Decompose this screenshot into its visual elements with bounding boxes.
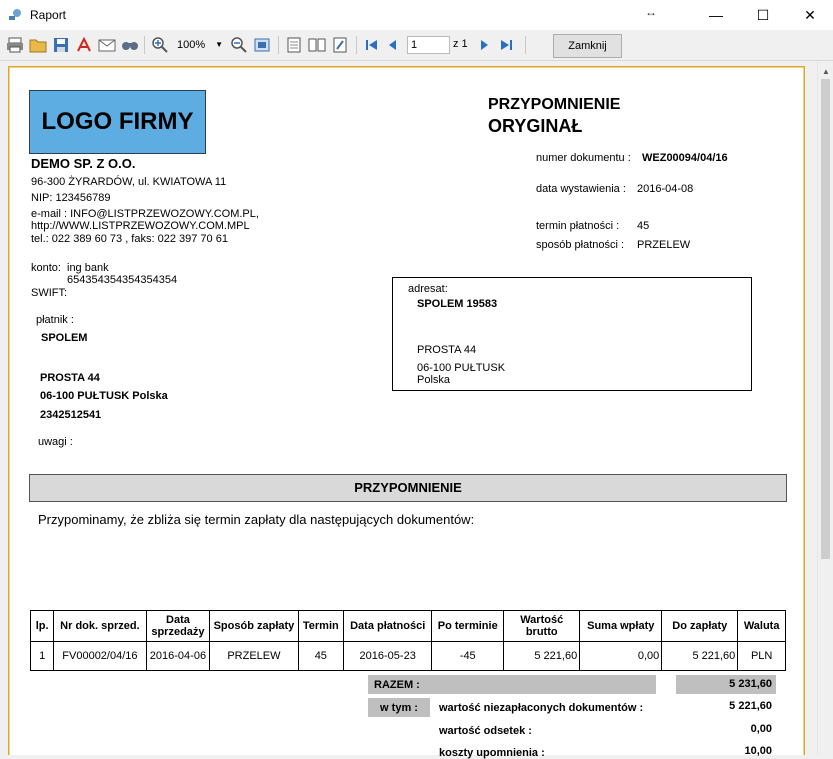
documents-table: [30, 610, 786, 671]
page-count: z 1: [453, 38, 468, 50]
payer-name: SPOLEM: [41, 332, 88, 344]
last-page-icon[interactable]: [497, 36, 515, 54]
company-logo: LOGO FIRMY: [29, 90, 206, 154]
cell-currency: PLN: [738, 642, 786, 671]
print-icon[interactable]: [6, 36, 24, 54]
maximize-button[interactable]: ☐: [756, 7, 770, 23]
cell-term: 45: [298, 642, 344, 671]
close-window-button[interactable]: ✕: [804, 7, 816, 23]
scroll-up-icon[interactable]: ▲: [822, 67, 830, 76]
toolbar-separator: [278, 36, 279, 54]
cell-to-pay: 5 221,60: [662, 642, 738, 671]
swift-label: SWIFT:: [31, 287, 68, 299]
payer-label: płatnik :: [36, 314, 74, 326]
cell-sale-date: 2016-04-06: [146, 642, 210, 671]
single-page-icon[interactable]: [285, 36, 303, 54]
reminder-cost-label: koszty upomnienia :: [439, 747, 545, 759]
including-label: w tym :: [380, 702, 418, 714]
cell-gross-value: 5 221,60: [504, 642, 580, 671]
cell-doc-number: FV00002/04/16: [54, 642, 146, 671]
total-value: 5 231,60: [729, 678, 772, 690]
issue-date-value: 2016-04-08: [637, 183, 694, 195]
fit-page-icon[interactable]: [253, 36, 271, 54]
issue-date-label: data wystawienia :: [536, 183, 626, 195]
next-page-icon[interactable]: [475, 36, 493, 54]
minimize-button[interactable]: —: [709, 7, 723, 23]
column-header: Data sprzedaży: [146, 611, 210, 642]
column-header: Data płatności: [344, 611, 432, 642]
column-header: Sposób zapłaty: [210, 611, 298, 642]
company-website: http://WWW.LISTPRZEWOZOWY.COM.MPL: [31, 220, 250, 232]
company-name: DEMO SP. Z O.O.: [31, 156, 136, 171]
first-page-icon[interactable]: [363, 36, 381, 54]
toolbar-separator: [144, 36, 145, 54]
doc-number-value: WEZ00094/04/16: [642, 152, 728, 164]
vertical-scrollbar[interactable]: [817, 61, 833, 755]
payer-street: PROSTA 44: [40, 372, 100, 384]
column-header: Do zapłaty: [662, 611, 738, 642]
konto-bank: ing bank: [67, 262, 109, 274]
interest-value: 0,00: [750, 723, 772, 735]
payment-method-value: PRZELEW: [637, 239, 691, 251]
settings-icon[interactable]: [331, 36, 349, 54]
document-copy-type: ORYGINAŁ: [488, 116, 583, 136]
payer-id: 2342512541: [40, 409, 102, 421]
reminder-cost-value: 10,00: [744, 745, 772, 757]
zoom-select[interactable]: [177, 37, 223, 53]
two-pages-icon[interactable]: [308, 36, 326, 54]
find-icon[interactable]: [121, 36, 139, 54]
total-label: RAZEM :: [374, 679, 420, 691]
interest-label: wartość odsetek :: [439, 725, 532, 737]
zoom-out-icon[interactable]: [230, 36, 248, 54]
zoom-in-icon[interactable]: [151, 36, 169, 54]
pdf-icon[interactable]: [75, 36, 93, 54]
cell-lp: 1: [31, 642, 54, 671]
addressee-country: Polska: [417, 374, 451, 386]
unpaid-value: 5 221,60: [729, 700, 772, 712]
company-address: 96-300 ŻYRARDÓW, ul. KWIATOWA 11: [31, 176, 227, 188]
addressee-city: 06-100 PUŁTUSK: [417, 362, 506, 374]
save-icon[interactable]: [52, 36, 70, 54]
cell-payment-date: 2016-05-23: [344, 642, 432, 671]
company-email: e-mail : INFO@LISTPRZEWOZOWY.COM.PL,: [31, 208, 259, 220]
column-header: Nr dok. sprzed.: [54, 611, 146, 642]
addressee-name: SPOLEM 19583: [417, 298, 498, 310]
column-header: Waluta: [738, 611, 786, 642]
table-row: [31, 642, 786, 671]
column-header: Suma wpłaty: [580, 611, 662, 642]
unpaid-label: wartość niezapłaconych dokumentów :: [439, 702, 644, 714]
doc-number-label: numer dokumentu :: [536, 152, 631, 164]
intro-text: Przypominamy, że zbliża się termin zapłaty dla następujących dokumentów:: [38, 512, 475, 527]
cell-payment-method: PRZELEW: [210, 642, 298, 671]
payment-term-label: termin płatności :: [536, 220, 620, 232]
toolbar-separator: [356, 36, 357, 54]
scrollbar-thumb[interactable]: [821, 79, 830, 559]
previous-page-icon[interactable]: [384, 36, 402, 54]
app-icon: [8, 8, 22, 22]
page-number-input[interactable]: 1: [407, 36, 450, 54]
company-nip: NIP: 123456789: [31, 192, 111, 204]
addressee-label: adresat:: [408, 283, 448, 295]
cell-overdue: -45: [432, 642, 504, 671]
company-phone: tel.: 022 389 60 73 , faks: 022 397 70 61: [31, 233, 228, 245]
document-heading: PRZYPOMNIENIE: [488, 96, 621, 113]
chevron-down-icon: ▼: [215, 40, 223, 49]
column-header: Po terminie: [432, 611, 504, 642]
payment-term-value: 45: [637, 220, 650, 232]
title-bar: [0, 0, 833, 30]
konto-number: 654354354354354354: [67, 274, 178, 286]
window-title: Raport: [30, 8, 67, 22]
toolbar: [0, 30, 833, 61]
column-header: Termin: [298, 611, 344, 642]
payer-city: 06-100 PUŁTUSK Polska: [40, 390, 168, 402]
close-report-button[interactable]: Zamknij: [553, 34, 622, 58]
column-header: lp.: [31, 611, 54, 642]
open-folder-icon[interactable]: [29, 36, 47, 54]
notes-label: uwagi :: [38, 436, 73, 448]
konto-label: konto:: [31, 262, 61, 274]
payment-method-label: sposób płatności :: [536, 239, 625, 251]
zoom-value: 100%: [177, 39, 206, 51]
toolbar-separator: [525, 36, 526, 54]
section-title: PRZYPOMNIENIE: [29, 474, 787, 502]
cell-paid-sum: 0,00: [580, 642, 662, 671]
addressee-street: PROSTA 44: [417, 344, 477, 356]
column-header: Wartość brutto: [504, 611, 580, 642]
table-header-row: [31, 611, 786, 642]
email-icon[interactable]: [98, 36, 116, 54]
resize-icon: ↔: [645, 5, 657, 19]
